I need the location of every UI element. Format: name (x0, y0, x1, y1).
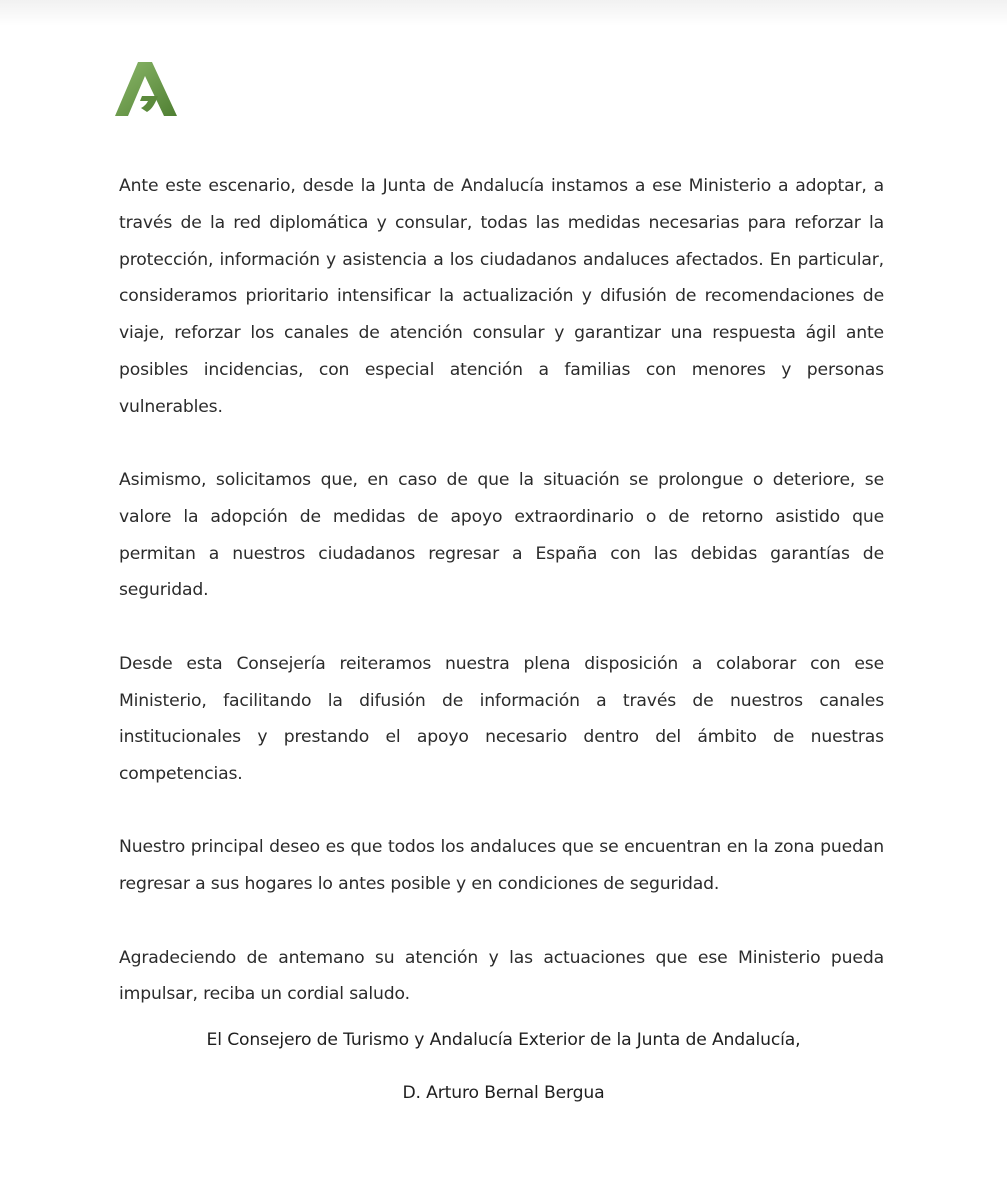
paragraph-4: Nuestro principal deseo es que todos los andaluces que se encuentran en la zona puedan regresar a sus hogares lo antes posible y en condiciones de seguridad. (119, 837, 884, 895)
paragraph-1: Ante este escenario, desde la Junta de Andalucía instamos a ese Ministerio a adoptar, a través de la red diplomática y consular, todas las medidas necesarias para reforzar la protección, información y asistencia a los ciudadanos andaluces afectados. En particular, consideramos prioritario intensificar la actualización y difusión de recomendaciones de viaje, reforzar los canales de atención consular y garantizar una respuesta ágil ante posibles incidencias, con especial atención a familias con menores y personas vulnerables. (119, 176, 884, 417)
junta-de-andalucia-logo (114, 60, 178, 118)
paragraph-2: Asimismo, solicitamos que, en caso de que la situación se prolongue o deteriore, se valore la adopción de medidas de apoyo extraordinario o de retorno asistido que permitan a nuestros ciudadanos regresar a España con las debidas garantías de seguridad. (119, 470, 884, 601)
letter-body (119, 168, 884, 1013)
paragraph-3: Desde esta Consejería reiteramos nuestra plena disposición a colaborar con ese Ministerio, facilitando la difusión de información a través de nuestros canales institucionales y prestando el apoyo necesario dentro del ámbito de nuestras competencias. (119, 653, 884, 785)
paragraph-5: Agradeciendo de antemano su atención y las actuaciones que ese Ministerio pueda impulsar, reciba un cordial saludo. (119, 947, 884, 1005)
signature-title: El Consejero de Turismo y Andalucía Exterior de la Junta de Andalucía, (206, 1030, 801, 1050)
page-top-shadow (0, 0, 1007, 26)
signature-name: D. Arturo Bernal Bergua (402, 1083, 605, 1103)
